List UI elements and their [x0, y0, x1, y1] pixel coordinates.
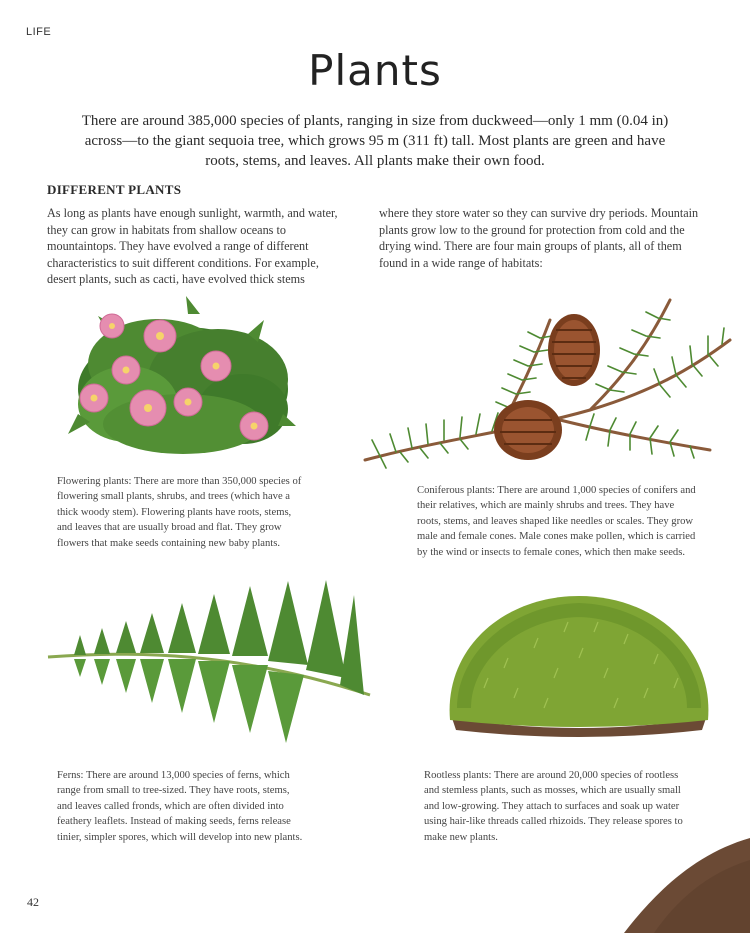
section-heading: DIFFERENT PLANTS	[47, 182, 182, 197]
rock-corner-illustration	[624, 834, 750, 933]
caption-flowering-plants: Flowering plants: There are more than 350,000 species of flowering small plants, shrubs, and trees (which have a thick woody stem). Flowering plants have roots, stems, and leaves that are usually broad and flat. They grow flowers that make seeds containing new baby plants.	[57, 476, 302, 549]
caption-rootless-plants: Rootless plants: There are around 20,000 species of rootless and stemless plants, such as mosses, which are usually small and low-growing. They attach to surfaces and soak up water using hair-like threads called rhizoids. They release spores to make new plants.	[424, 770, 683, 843]
flowering-shrub-illustration	[68, 294, 298, 464]
page-number: 42	[27, 895, 39, 909]
page-title: Plants	[308, 46, 442, 95]
pine-cones	[494, 314, 600, 460]
intro-paragraph: There are around 385,000 species of plants, ranging in size from duckweed—only 1 mm (0.04 in) across—to the giant sequoia tree, which grows 95 m (311 ft) tall. Most plants are green and have roots, stems, and leaves. All plants make their own food.	[81, 113, 669, 169]
caption-coniferous-plants: Coniferous plants: There are around 1,000 species of conifers and their relatives, which are mainly shrubs and trees. They have roots, stems, and leaves shaped like needles or scales. They grow male and female cones. Male cones make pollen, which is carried by the wind or insects to female cones, which then make seeds.	[417, 485, 696, 558]
moss-clump-illustration	[444, 588, 714, 738]
fern-leaflets	[74, 580, 364, 743]
section-tag: LIFE	[26, 26, 52, 38]
conifer-branch-illustration	[360, 290, 740, 470]
caption-ferns: Ferns: There are around 13,000 species of ferns, which range from small to tree-sized. They have roots, stems, and leaves called fronds, which are often divided into feathery leaflets. Instead of making seeds, ferns release tinier, simpler spores, which will develop into new plants.	[57, 770, 303, 843]
body-column-1: As long as plants have enough sunlight, warmth, and water, they can grow in habitats from shallow oceans to mountaintops. They have evolved a range of different characteristics to suit different conditions. For example, desert plants, such as cacti, have evolved thick stems	[47, 206, 338, 286]
fern-frond-illustration	[44, 575, 374, 755]
body-column-2: where they store water so they can survive dry periods. Mountain plants grow low to the ground for protection from cold and the drying wind. There are four main groups of plants, all of them found in a wide range of habitats:	[379, 206, 699, 270]
